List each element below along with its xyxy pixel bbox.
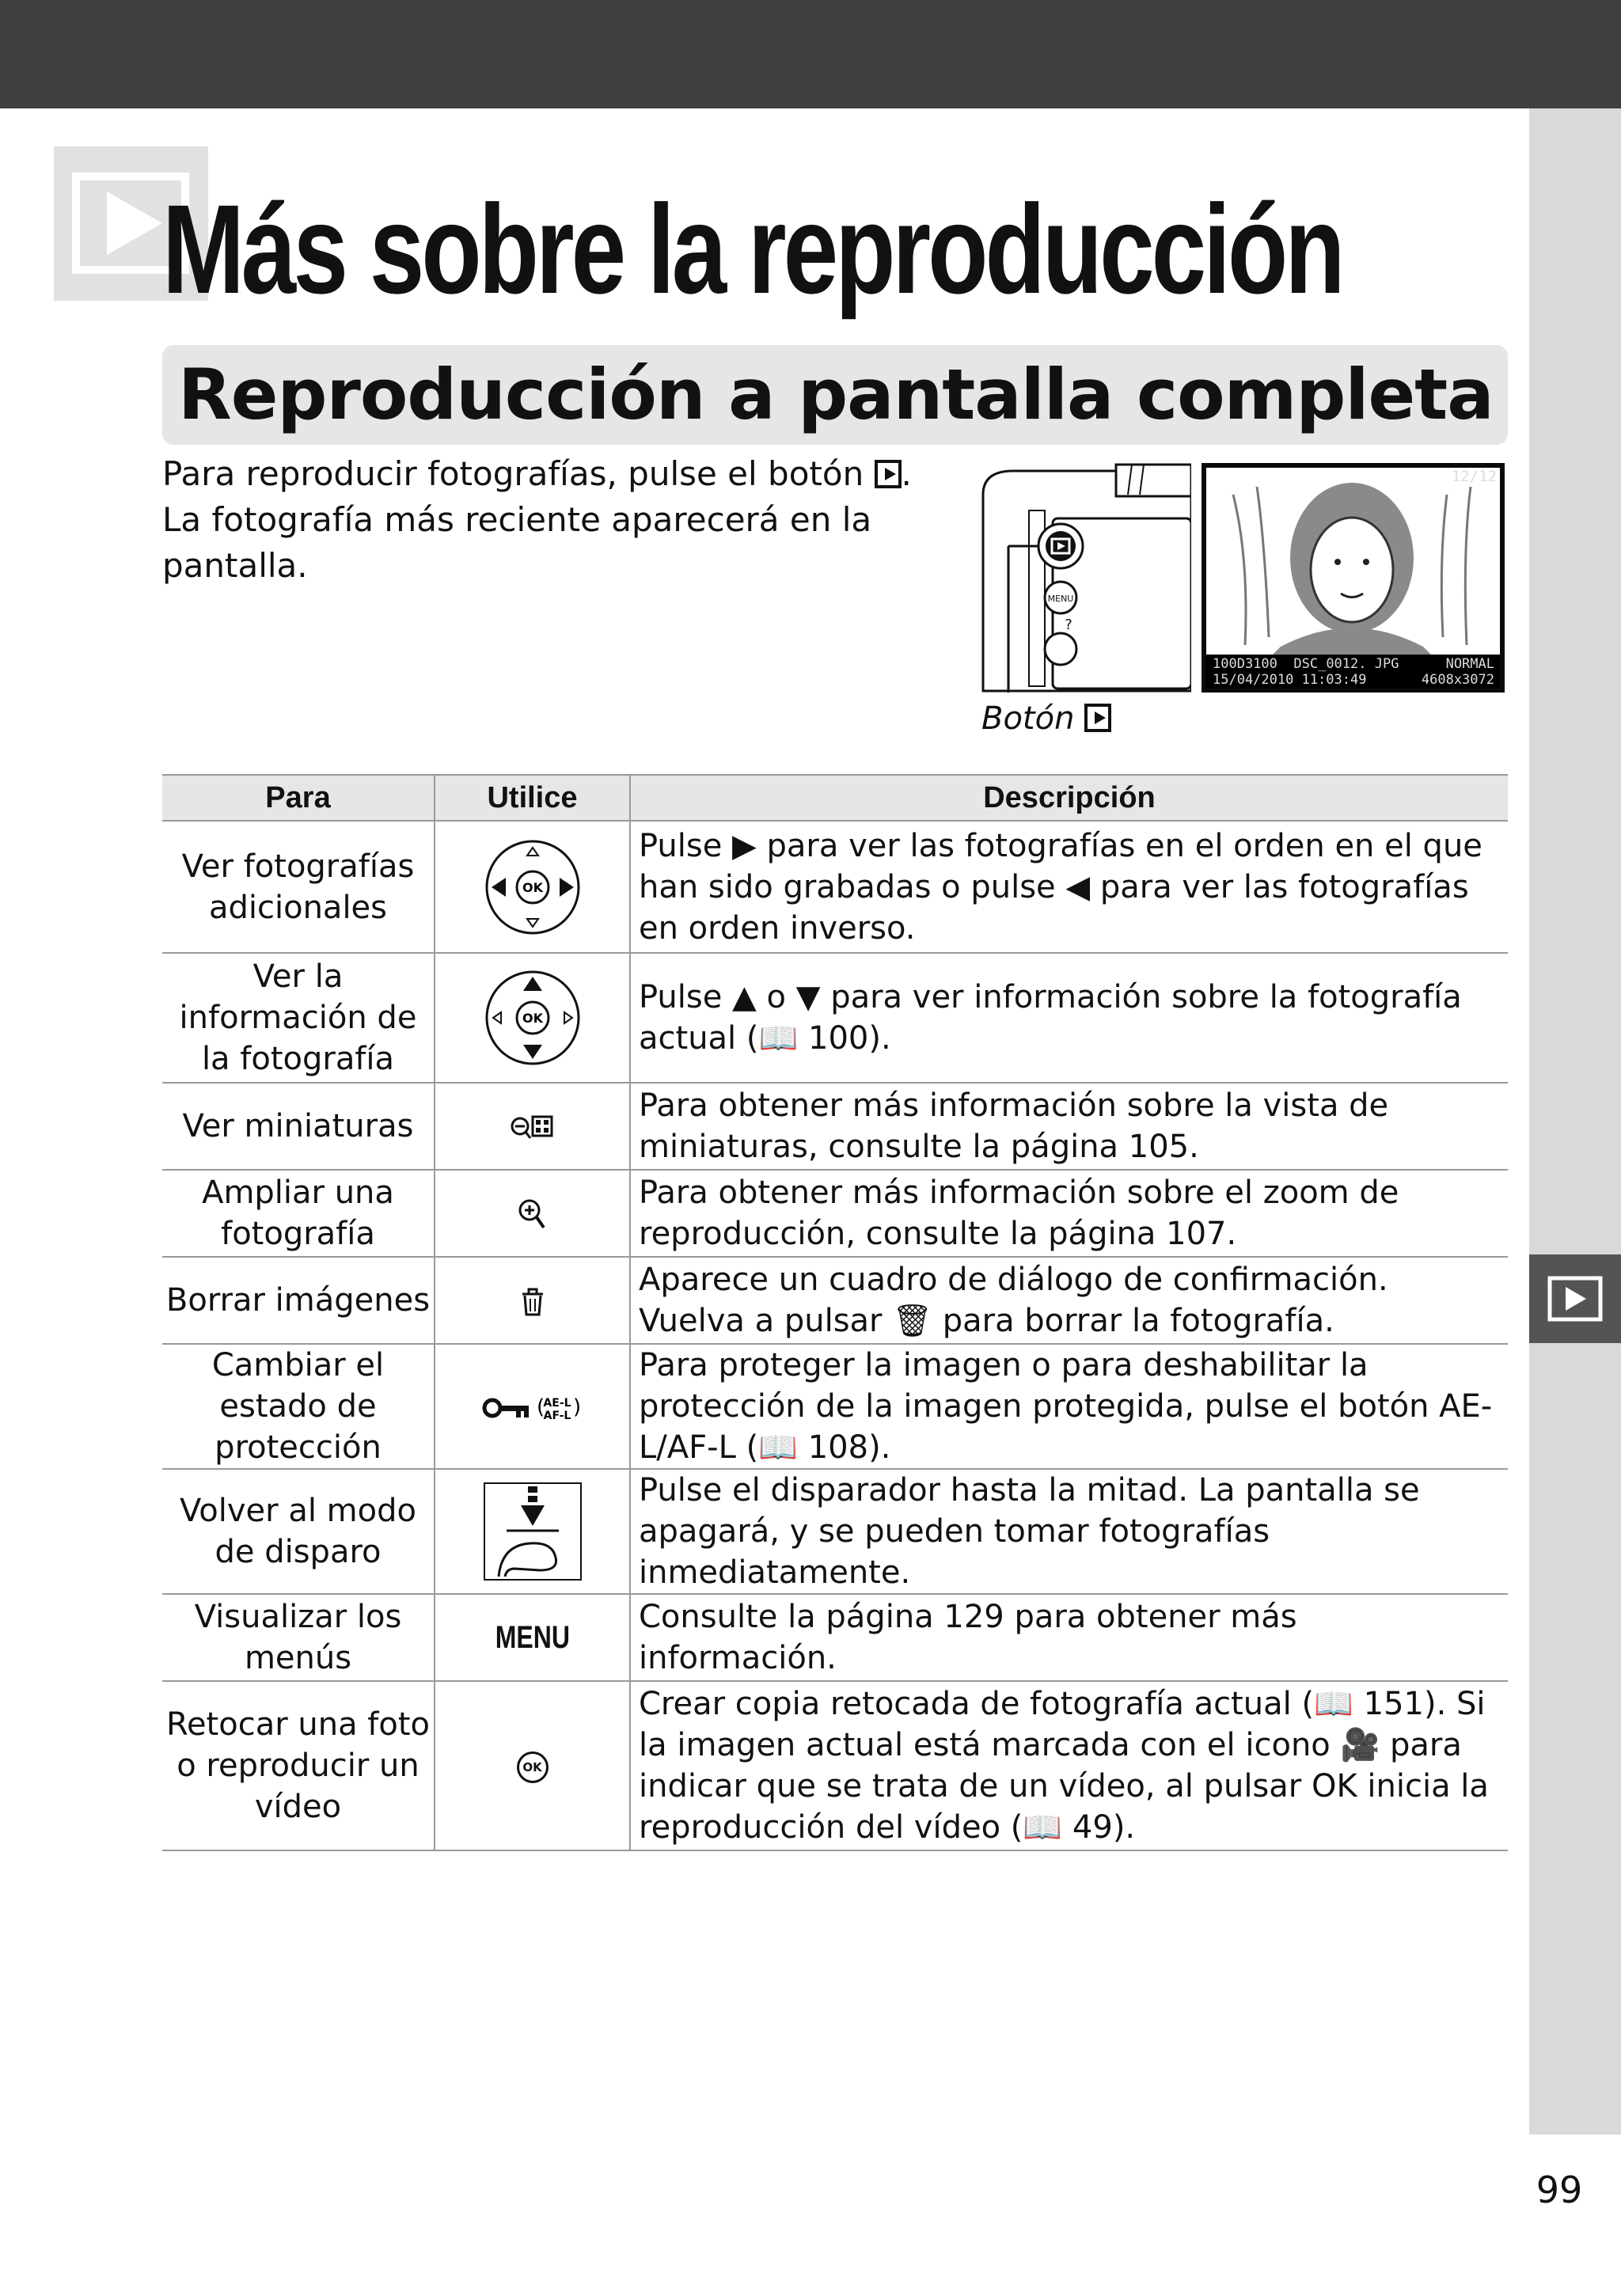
row-para: Ver miniaturas: [162, 1083, 435, 1170]
table-row: [162, 1257, 1508, 1344]
svg-text:(: (: [536, 1395, 545, 1419]
svg-text:OK: OK: [522, 879, 543, 895]
row-desc: Crear copia retocada de fotografía actual (📖 151). Si la imagen actual está marcada con el icono 🎥 para indicar que se trata de un vídeo, al pulsar OK inicia la reproducción del vídeo (📖 49).: [630, 1681, 1508, 1850]
multi-selector-left-right-icon: [484, 838, 582, 936]
playback-button-glyph: [1084, 704, 1111, 732]
row-desc: Para proteger la imagen o para deshabilitar la protección de la imagen protegida, pulse el botón AE-L/AF-L (📖 108).: [630, 1344, 1508, 1469]
svg-text:?: ?: [1065, 617, 1072, 633]
table-row: [162, 1469, 1508, 1594]
row-desc: Para obtener más información sobre el zoom de reproducción, consulte la página 107.: [630, 1170, 1508, 1257]
row-desc: Consulte la página 129 para obtener más información.: [630, 1594, 1508, 1681]
svg-text:AE-L: AE-L: [542, 1397, 571, 1410]
svg-text:AF-L: AF-L: [543, 1410, 571, 1422]
thumbnail-zoom-out-icon: [509, 1112, 556, 1144]
protect-key-icon: [481, 1391, 584, 1425]
table-row: [162, 953, 1508, 1083]
ok-button-icon: OK: [517, 1751, 549, 1783]
top-bar: [0, 0, 1621, 108]
row-para: Borrar imágenes: [162, 1257, 435, 1344]
row-desc: Para obtener más información sobre la vista de miniaturas, consulte la página 105.: [630, 1083, 1508, 1170]
shutter-release-icon: [483, 1482, 583, 1581]
table-row: [162, 1170, 1508, 1257]
playback-controls-table: [162, 774, 1508, 1851]
row-desc: Pulse el disparador hasta la mitad. La pantalla se apagará, y se pueden tomar fotografías inmediatamente.: [630, 1469, 1508, 1594]
camera-back-illustration: [981, 463, 1191, 693]
row-para: Ver fotografías adicionales: [162, 821, 435, 953]
row-para: Retocar una foto o reproducir un vídeo: [162, 1681, 435, 1850]
table-header-row: [162, 775, 1508, 821]
page-number: 99: [1536, 2169, 1583, 2211]
delete-icon: [519, 1286, 546, 1318]
svg-text:MENU: MENU: [1047, 594, 1074, 604]
side-rail: [1529, 108, 1621, 2135]
row-desc: Pulse ▲ o ▼ para ver información sobre la fotografía actual (📖 100).: [630, 953, 1508, 1083]
svg-text:): ): [572, 1395, 581, 1419]
header-descripcion: Descripción: [630, 775, 1508, 821]
side-tab-playback[interactable]: [1529, 1254, 1621, 1343]
table-row: [162, 1681, 1508, 1850]
chapter-title: Más sobre la reproducción: [162, 178, 1342, 320]
header-para: Para: [162, 775, 435, 821]
menu-button-icon: MENU: [495, 1620, 570, 1655]
table-row: [162, 1344, 1508, 1469]
section-band: [162, 345, 1508, 445]
row-para: Cambiar el estado de protección: [162, 1344, 435, 1469]
svg-text:OK: OK: [522, 1011, 543, 1026]
row-para: Volver al modo de disparo: [162, 1469, 435, 1594]
table-row: [162, 1083, 1508, 1170]
zoom-in-icon: [517, 1197, 549, 1232]
multi-selector-up-down-icon: [484, 969, 582, 1067]
camera-monitor: [1202, 463, 1505, 693]
header-utilice: Utilice: [435, 775, 630, 821]
row-desc: Aparece un cuadro de diálogo de confirmación. Vuelva a pulsar 🗑 para borrar la fotografía.: [630, 1257, 1508, 1344]
image-counter: 12/12: [1451, 468, 1497, 485]
table-row: [162, 1594, 1508, 1681]
table-row: [162, 821, 1508, 953]
row-desc: Pulse ▶ para ver las fotografías en el orden en el que han sido grabadas o pulse ◀ para ver las fotografías en orden inverso.: [630, 821, 1508, 953]
playback-icon: [1547, 1275, 1604, 1323]
intro-paragraph: Para reproducir fotografías, pulse el botón . La fotografía más reciente aparecerá en la pantalla.: [162, 454, 912, 585]
row-para: Ver la información de la fotografía: [162, 953, 435, 1083]
playback-button-glyph: [875, 460, 902, 488]
figure-caption: Botón: [981, 696, 1111, 741]
section-title: Reproducción a pantalla completa: [178, 354, 1494, 435]
row-para: Visualizar los menús: [162, 1594, 435, 1681]
image-metadata: 100D3100 DSC_0012. JPG NORMAL 15/04/2010 11:03:49 4608x3072: [1213, 656, 1494, 688]
row-para: Ampliar una fotografía: [162, 1170, 435, 1257]
